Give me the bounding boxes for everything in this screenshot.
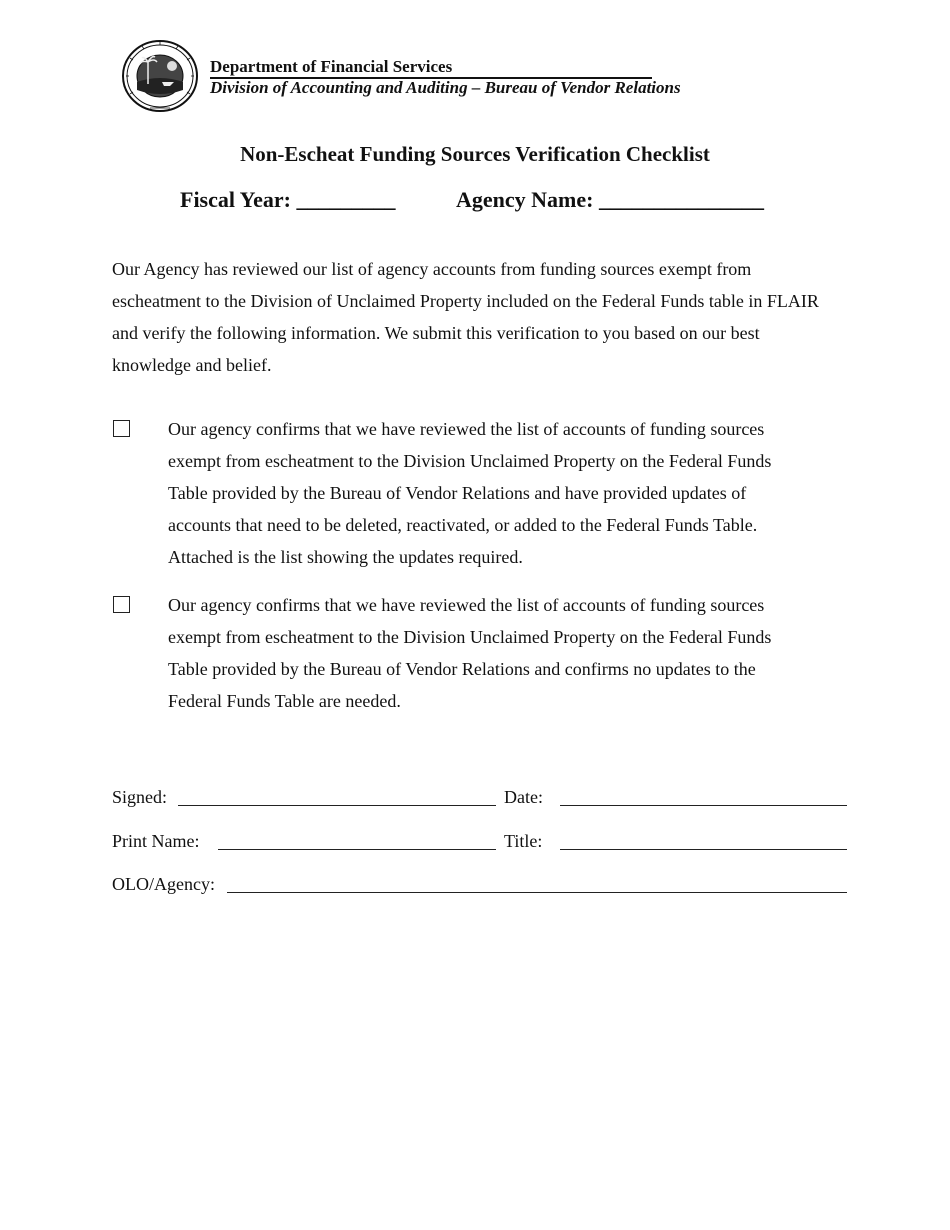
date-label: Date: — [504, 787, 543, 807]
intro-paragraph: Our Agency has reviewed our list of agency accounts from funding sources exempt from escheatment to the Division of Unclaimed Property included on the Federal Funds table in FLAIR and verify the following information. We submit this verification to you based on our best knowledge and belief. — [112, 259, 819, 375]
checkbox-no-updates-needed[interactable] — [113, 596, 130, 613]
print-name-label: Print Name: — [112, 831, 200, 851]
checkbox-updates-provided[interactable] — [113, 420, 130, 437]
checklist-item-no-updates-needed: Our agency confirms that we have reviewed the list of accounts of funding sources exempt from escheatment to the Division Unclaimed Property on the Federal Funds Table provided by the Bureau of Vendor Relations and confirms no updates to the Federal Funds Table are needed. — [168, 595, 772, 711]
agency-name-field[interactable]: Agency Name: _______________ — [456, 187, 764, 212]
signed-label: Signed: — [112, 787, 168, 807]
form-title: Non-Escheat Funding Sources Verification Checklist — [240, 142, 710, 166]
fiscal-year-field[interactable]: Fiscal Year: _________ — [180, 187, 396, 212]
olo-agency-line[interactable] — [227, 892, 847, 893]
checklist-item-updates-provided: Our agency confirms that we have reviewed the list of accounts of funding sources exempt from escheatment to the Division Unclaimed Property on the Federal Funds Table provided by the Bureau of Vendor Relations and have provided updates of accounts that need to be deleted, reactivated, or added to the Federal Funds Table. Attached is the list showing the updates required. — [168, 419, 772, 567]
date-line[interactable] — [560, 805, 847, 806]
department-name: Department of Financial Services — [210, 57, 652, 79]
signed-line[interactable] — [178, 805, 496, 806]
division-name: Division of Accounting and Auditing – Bureau of Vendor Relations — [210, 78, 681, 97]
florida-state-seal-icon — [120, 38, 200, 114]
title-label: Title: — [504, 831, 543, 851]
print-name-line[interactable] — [218, 849, 496, 850]
olo-agency-label: OLO/Agency: — [112, 874, 215, 894]
title-line[interactable] — [560, 849, 847, 850]
